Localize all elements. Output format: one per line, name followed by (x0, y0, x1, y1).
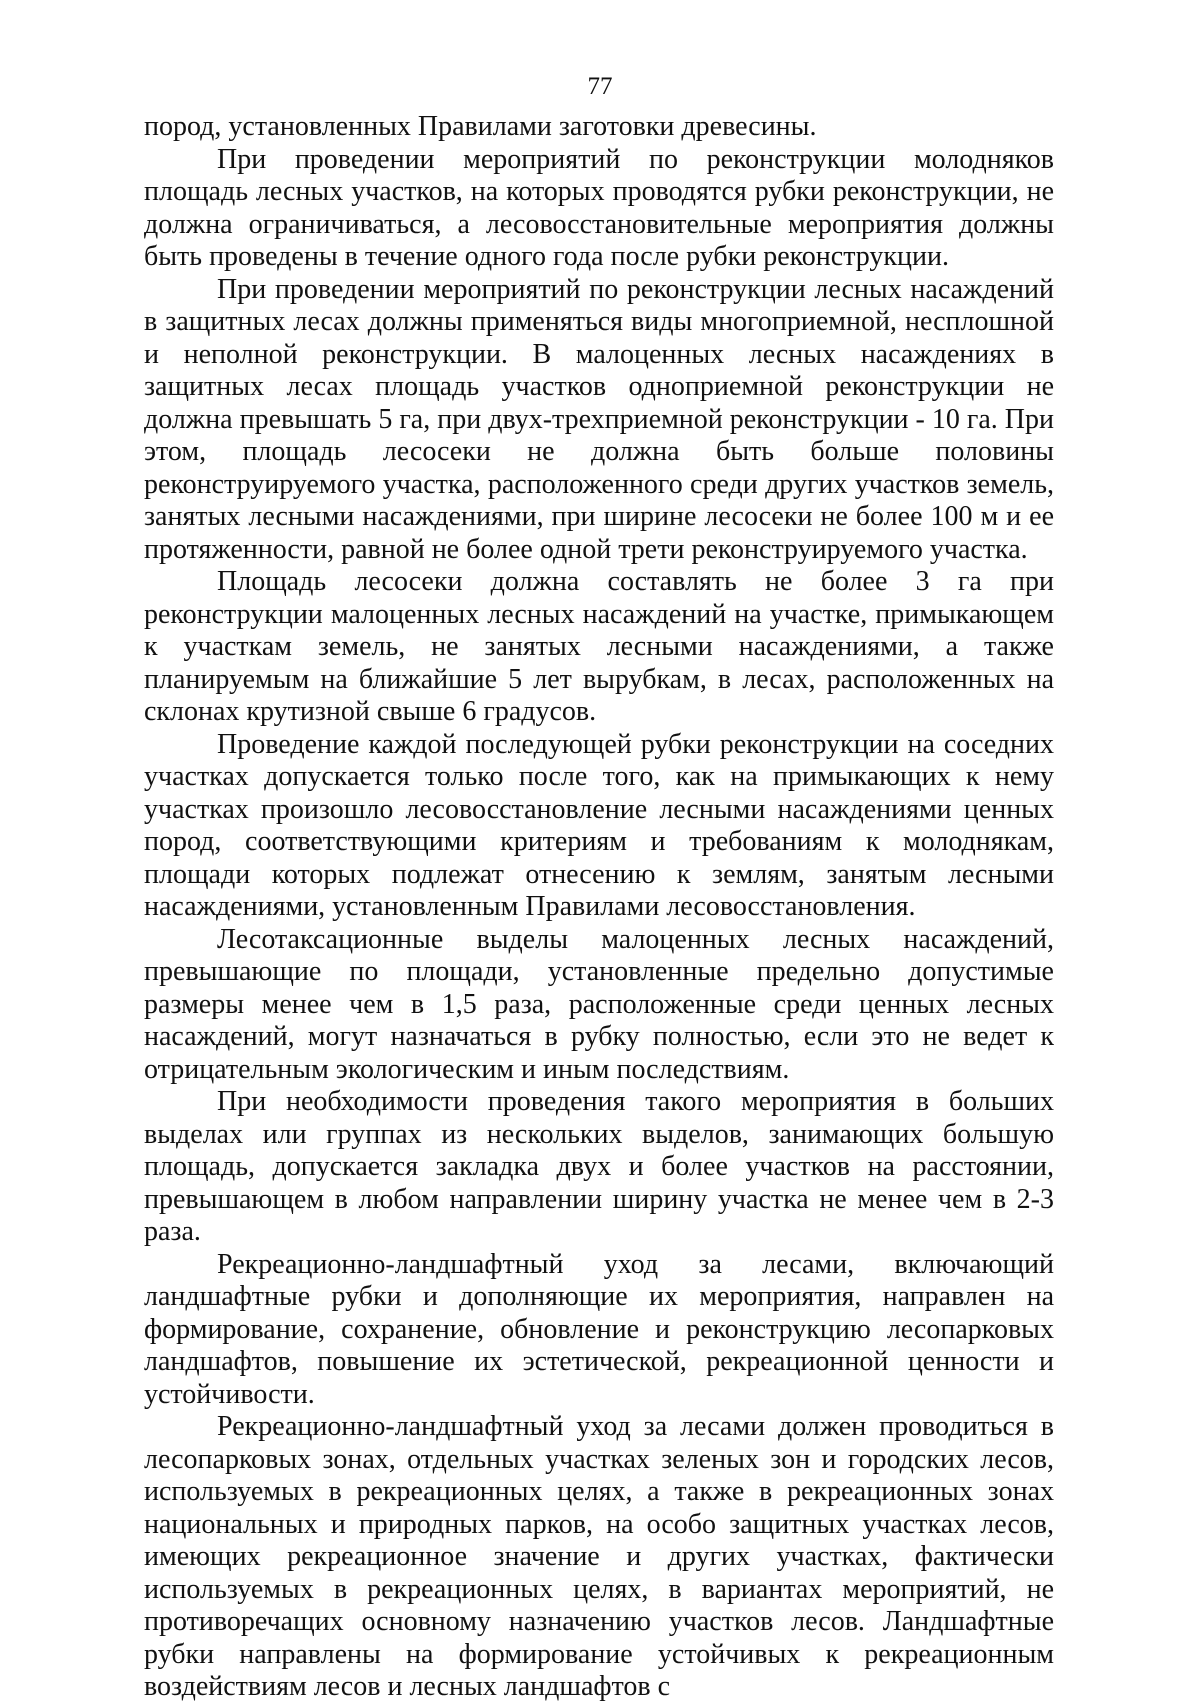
paragraph-recreational-care-definition: Рекреационно-ландшафтный уход за лесами, включающий ландшафтные рубки и дополняющие их мероприятия, направлен на формирование, сохранение, обновление и реконструкцию лесопарковых ландшафтов, повышение их эстетической, рекреационной ценности и устойчивости. (144, 1248, 1054, 1410)
paragraph-cutting-area-limit: Площадь лесосеки должна составлять не более 3 га при реконструкции малоценных лесных насаждений на участке, примыкающем к участкам земель, не занятых лесными насаждениями, а также планируемым на ближайшие 5 лет вырубкам, в лесах, расположенных на склонах крутизной свыше 6 градусов. (144, 566, 1054, 727)
paragraph-large-units: При необходимости проведения такого мероприятия в больших выделах или группах из нескольких выделов, занимающих большую площадь, допускается закладка двух и более участков на расстоянии, превышающем в любом направлении ширину участка не менее чем в 2-3 раза. (144, 1086, 1054, 1247)
document-body (144, 111, 1054, 1704)
paragraph-subsequent-cutting: Проведение каждой последующей рубки реконструкции на соседних участках допускается только после того, как на примыкающих к нему участках произошло лесовосстановление лесными насаждениями ценных пород, соответствующими критериям и требованиям к молоднякам, площади которых подлежат отнесению к землям, занятым лесными насаждениями, установленным Правилами лесовосстановления. (144, 728, 1054, 922)
paragraph-recreational-care-scope: Рекреационно-ландшафтный уход за лесами должен проводиться в лесопарковых зонах, отдельных участках зеленых зон и городских лесов, используемых в рекреационных целях, а также в рекреационных зонах национальных и природных парков, на особо защитных участках лесов, имеющих рекреационное значение и других участках, фактически используемых в рекреационных целях, в вариантах мероприятий, не противоречащих основному назначению участков лесов. Ландшафтные рубки направлены на формирование устойчивых к рекреационным воздействиям лесов и лесных ландшафтов с (144, 1411, 1054, 1702)
paragraph-continuation: пород, установленных Правилами заготовки древесины. (144, 111, 817, 142)
paragraph-young-stand-reconstruction: При проведении мероприятий по реконструкции молодняков площадь лесных участков, на которых проводятся рубки реконструкции, не должна ограничиваться, а лесовосстановительные мероприятия должны быть проведены в течение одного года после рубки реконструкции. (144, 143, 1054, 272)
page-number: 77 (587, 73, 613, 100)
paragraph-protective-forest-reconstruction: При проведении мероприятий по реконструкции лесных насаждений в защитных лесах должны применяться виды многоприемной, несплошной и неполной реконструкции. В малоценных лесных насаждениях в защитных лесах площадь участков одноприемной реконструкции не должна превышать 5 га, при двух-трехприемной реконструкции - 10 га. При этом, площадь лесосеки не должна быть больше половины реконструируемого участка, расположенного среди других участков земель, занятых лесными насаждениями, при ширине лесосеки не более 100 м и ее протяженности, равной не более одной трети реконструируемого участка. (144, 273, 1054, 565)
paragraph-taxation-units: Лесотаксационные выделы малоценных лесных насаждений, превышающие по площади, установленные предельно допустимые размеры менее чем в 1,5 раза, расположенные среди ценных лесных насаждений, могут назначаться в рубку полностью, если это не ведет к отрицательным экологическим и иным последствиям. (144, 923, 1054, 1085)
